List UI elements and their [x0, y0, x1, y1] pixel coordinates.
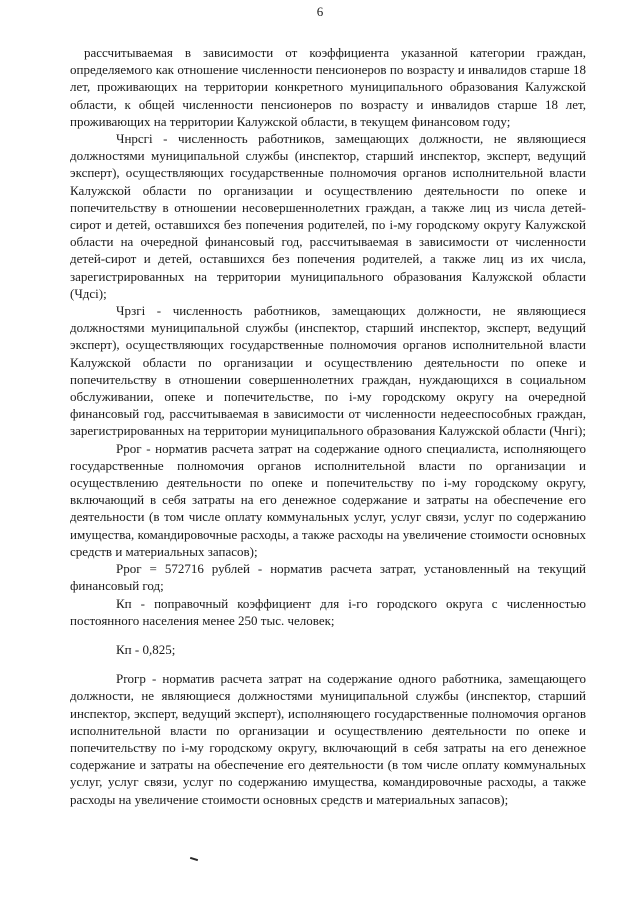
paragraph-kp-value: Кп - 0,825; [116, 641, 176, 657]
paragraph-rrogr: Рrогр - норматив расчета затрат на содержание одного работника, замещающего должности, не являющиеся должностями муниципальной службы (инспектор, старший инспектор, эксперт, ведущий эксперт), исполняющего государственные полномочия органов исполнительной власти по организации и осуществлению деятельности по опеке и попечительству по і-му городскому округу, включающий в себя затраты на его денежное содержание и затраты на обеспечение его деятельности (в том числе оплату коммунальных услуг, услуг связи, услуг по содержанию имущества, командировочные расходы, а также расходы на увеличение стоимости основных средств и материальных запасов); [70, 671, 586, 807]
paragraph-continuation: рассчитываемая в зависимости от коэффициента указанной категории граждан, определяемого как отношение численности пенсионеров по возрасту и инвалидов старше 18 лет, проживающих на территории конкретного муниципального образования Калужской области, к общей численности пенсионеров по возрасту и инвалидов старше 18 лет, проживающих на территории Калужской области, в текущем финансовом году; [70, 45, 586, 129]
paragraph-rrog-value: Ррог = 572716 рублей - норматив расчета затрат, установленный на текущий финансовый год; [70, 561, 586, 594]
scan-artifact-mark [190, 857, 198, 861]
paragraph-chnrsgi: Чнрсгі - численность работников, замещающих должности, не являющиеся должностями муниципальной службы (инспектор, старший инспектор, эксперт, ведущий эксперт), осуществляющих государственные полномочия органов исполнительной власти Калужской области по организации и осуществлению деятельности по опеке и попечительству в отношении несовершеннолетних граждан, а также лиц из числа детей-сирот и детей, оставшихся без попечения родителей, по і-му городскому округу Калужской области на очередной финансовый год, рассчитываемая в зависимости от численности детей-сирот и детей, оставшихся без попечения родителей, а также лиц из их числа, зарегистрированных на территории муниципального образования Калужской области (Чдсі); [70, 131, 586, 301]
paragraph-chrzgi: Чрзгі - численность работников, замещающих должности, не являющиеся должностями муниципальной службы (инспектор, старший инспектор, эксперт, ведущий эксперт), осуществляющих государственные полномочия органов исполнительной власти Калужской области по организации и осуществлению деятельности по опеке и попечительству в отношении совершеннолетних граждан, нуждающихся в социальном обслуживании, опеке и попечительстве, по і-му городскому округу на очередной финансовый год, рассчитываемая в зависимости от численности недееспособных граждан, зарегистрированных на территории муниципального образования Калужской области (Чнгі); [70, 303, 586, 439]
page-number: 6 [316, 4, 324, 19]
paragraph-rrog: Ррог - норматив расчета затрат на содержание одного специалиста, исполняющего государственные полномочия органов исполнительной власти по организации и осуществлению деятельности по опеке и попечительству по і-му городскому округу, включающий в себя затраты на его денежное содержание и затраты на обеспечение его деятельности (в том числе оплату коммунальных услуг, услуг связи, услуг по содержанию имущества, командировочные расходы, а также расходы на увеличение стоимости основных средств и материальных запасов); [70, 440, 586, 559]
document-body [70, 44, 586, 808]
paragraph-kp: Кп - поправочный коэффициент для і-го городского округа с численностью постоянного населения менее 250 тыс. человек; [70, 595, 586, 628]
